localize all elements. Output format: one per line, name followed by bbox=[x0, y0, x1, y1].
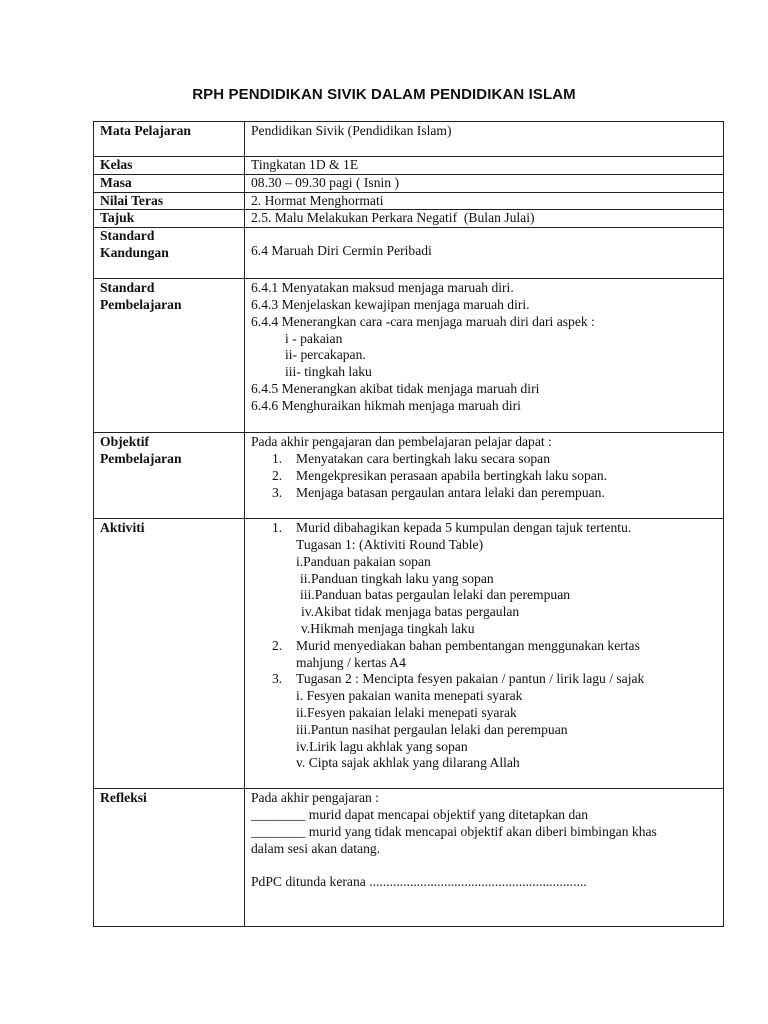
label-objektif-line1: Objektif bbox=[100, 434, 150, 450]
list-item: 3. Tugasan 2 : Mencipta fesyen pakaian / pantun / lirik lagu / sajak i. Fesyen pakaian wanita menepati syarak ii.Fesyen pakaian lelaki menepati syarak iii.Pantun nasihat pergaulan lelaki dan perempuan iv.Lirik lagu akhlak yang sopan v. Cipta sajak akhlak yang dilarang Allah bbox=[251, 671, 717, 772]
refleksi-line: Pada akhir pengajaran : bbox=[251, 790, 379, 806]
sp-aspect: i - pakaian bbox=[285, 330, 343, 346]
sp-aspect: ii- percakapan. bbox=[285, 347, 366, 363]
label-kelas: Kelas bbox=[94, 157, 245, 175]
row-mata-pelajaran bbox=[94, 122, 724, 157]
list-item: 1. Menyatakan cara bertingkah laku secara sopan bbox=[272, 450, 551, 466]
sp-line: 6.4.5 Menerangkan akibat tidak menjaga maruah diri bbox=[251, 380, 540, 396]
aktiviti-subtitle: Tugasan 1: (Aktiviti Round Table) bbox=[296, 536, 484, 552]
list-item: 2. Murid menyediakan bahan pembentangan menggunakan kertas mahjung / kertas A4 bbox=[272, 637, 640, 670]
value-aktiviti bbox=[245, 519, 724, 789]
objektif-list bbox=[251, 451, 717, 501]
aktiviti-subitem: ii.Panduan tingkah laku yang sopan bbox=[300, 570, 494, 586]
label-masa: Masa bbox=[94, 174, 245, 192]
aktiviti-subitem: i.Panduan pakaian sopan bbox=[296, 553, 431, 569]
row-standard-pembelajaran bbox=[94, 279, 724, 433]
standard-kandungan-text: 6.4 Maruah Diri Cermin Peribadi bbox=[251, 243, 432, 259]
label-objektif bbox=[94, 433, 245, 519]
label-objektif-line2: Pembelajaran bbox=[100, 450, 182, 466]
refleksi-pdpc-line: PdPC ditunda kerana ................................................................ bbox=[251, 874, 587, 890]
label-nilai-teras: Nilai Teras bbox=[94, 192, 245, 210]
sp-line: 6.4.6 Menghuraikan hikmah menjaga maruah diri bbox=[251, 397, 521, 413]
label-standard-kandungan-line2: Kandungan bbox=[100, 244, 169, 260]
value-standard-pembelajaran bbox=[245, 279, 724, 433]
label-tajuk: Tajuk bbox=[94, 210, 245, 228]
row-standard-kandungan bbox=[94, 228, 724, 279]
label-aktiviti: Aktiviti bbox=[94, 519, 245, 789]
label-standard-kandungan-line1: Standard bbox=[100, 228, 155, 244]
value-nilai-teras: 2. Hormat Menghormati bbox=[245, 192, 724, 210]
row-kelas bbox=[94, 157, 724, 175]
value-refleksi bbox=[245, 789, 724, 927]
row-refleksi bbox=[94, 789, 724, 927]
list-item: 2. Mengekpresikan perasaan apabila bertingkah laku sopan. bbox=[272, 467, 608, 483]
row-objektif bbox=[94, 433, 724, 519]
row-masa bbox=[94, 174, 724, 192]
aktiviti-list bbox=[251, 520, 717, 772]
refleksi-line: dalam sesi akan datang. bbox=[251, 840, 381, 856]
aktiviti-subitem: v. Cipta sajak akhlak yang dilarang Allah bbox=[296, 755, 520, 771]
value-objektif bbox=[245, 433, 724, 519]
refleksi-line: ________ murid dapat mencapai objektif yang ditetapkan dan bbox=[251, 806, 589, 822]
objektif-intro: Pada akhir pengajaran dan pembelajaran pelajar dapat : bbox=[251, 434, 552, 450]
page-title: RPH PENDIDIKAN SIVIK DALAM PENDIDIKAN ISLAM bbox=[192, 86, 576, 103]
aktiviti-subitem: iv.Lirik lagu akhlak yang sopan bbox=[296, 738, 468, 754]
lesson-plan-table bbox=[93, 121, 724, 927]
row-aktiviti bbox=[94, 519, 724, 789]
aktiviti-subitem: v.Hikmah menjaga tingkah laku bbox=[301, 620, 475, 636]
aktiviti-subitem: iii.Pantun nasihat pergaulan lelaki dan perempuan bbox=[296, 721, 568, 737]
list-item: 3. Menjaga batasan pergaulan antara lelaki dan perempuan. bbox=[272, 484, 605, 500]
label-standard-pembelajaran bbox=[94, 279, 245, 433]
aktiviti-subitem: iii.Panduan batas pergaulan lelaki dan perempuan bbox=[300, 587, 571, 603]
label-mata-pelajaran: Mata Pelajaran bbox=[94, 122, 245, 157]
label-standard-pembelajaran-line1: Standard bbox=[100, 280, 155, 296]
sp-line: 6.4.4 Menerangkan cara -cara menjaga maruah diri dari aspek : bbox=[251, 313, 595, 329]
refleksi-line: ________ murid yang tidak mencapai objektif akan diberi bimbingan khas bbox=[251, 823, 657, 839]
row-tajuk bbox=[94, 210, 724, 228]
value-standard-kandungan bbox=[245, 228, 724, 279]
label-refleksi: Refleksi bbox=[94, 789, 245, 927]
label-standard-kandungan bbox=[94, 228, 245, 279]
aktiviti-subitem: iv.Akibat tidak menjaga batas pergaulan bbox=[301, 604, 520, 620]
value-tajuk: 2.5. Malu Melakukan Perkara Negatif (Bulan Julai) bbox=[245, 210, 724, 228]
list-item: 1. Murid dibahagikan kepada 5 kumpulan dengan tajuk tertentu. Tugasan 1: (Aktiviti Round Table) i.Panduan pakaian sopan ii.Panduan tingkah laku yang sopan iii.Panduan batas pergaulan lelaki dan perempuan iv.Akibat tidak menjaga batas pergaulan v.Hikmah menjaga tingkah laku bbox=[251, 520, 717, 638]
spacer bbox=[251, 857, 717, 874]
value-masa: 08.30 – 09.30 pagi ( Isnin ) bbox=[245, 174, 724, 192]
sp-line: 6.4.1 Menyatakan maksud menjaga maruah diri. bbox=[251, 280, 514, 296]
aktiviti-subitem: i. Fesyen pakaian wanita menepati syarak bbox=[296, 688, 523, 704]
sp-aspect: iii- tingkah laku bbox=[285, 364, 372, 380]
row-nilai-teras bbox=[94, 192, 724, 210]
value-mata-pelajaran: Pendidikan Sivik (Pendidikan Islam) bbox=[245, 122, 724, 157]
aktiviti-subitem: ii.Fesyen pakaian lelaki menepati syarak bbox=[296, 704, 517, 720]
value-kelas: Tingkatan 1D & 1E bbox=[245, 157, 724, 175]
sp-line: 6.4.3 Menjelaskan kewajipan menjaga maruah diri. bbox=[251, 296, 530, 312]
label-standard-pembelajaran-line2: Pembelajaran bbox=[100, 296, 182, 312]
